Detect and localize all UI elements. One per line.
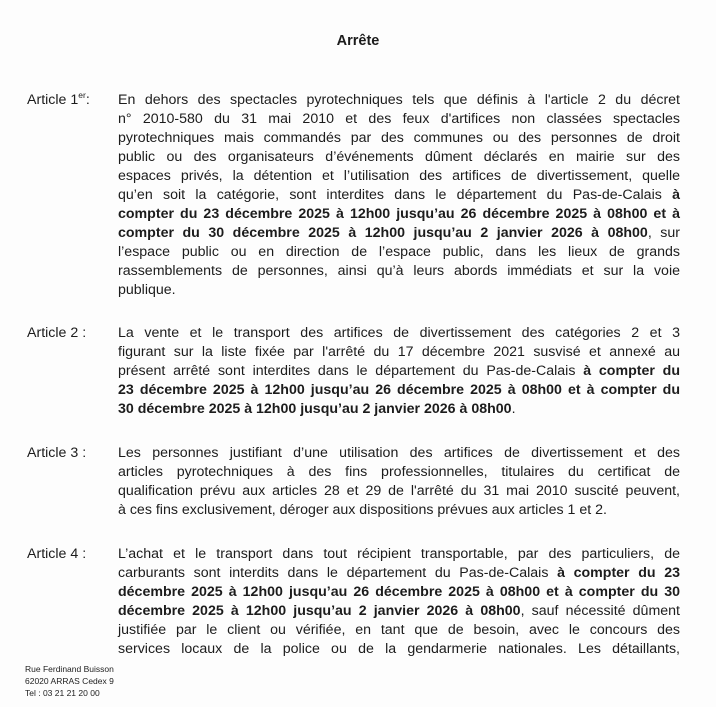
text-segment: . [511,401,516,417]
bold-text-segment: décembre 2025 à 12h00 jusqu’au 26 décembre 2025 à 08h00 et à compter du 30 [118,584,680,600]
text-segment: n° 2010-580 du 31 mai 2010 et des feux d'artifices non classées spectacles [118,111,680,127]
text-line [118,545,680,564]
text-line [118,362,680,381]
text-line [118,324,680,343]
text-line [118,501,680,520]
text-line [118,148,680,167]
bold-text-segment: à compter du 23 [557,565,680,581]
article-label-text: Article 1 [27,92,79,108]
text-segment: La vente et le transport des artifices de divertissement des catégories 2 et 3 [118,325,680,341]
text-line [118,400,680,419]
text-line [118,205,680,224]
text-line [118,444,680,463]
article-label-text: Article 3 : [27,445,87,461]
text-segment: présent arrêté sont interdites dans le département du Pas-de-Calais [118,363,584,379]
text-line [118,224,680,243]
article-label [27,444,86,463]
article-label [27,545,86,564]
text-segment: espaces privés, la détention et l’utilisation des artifices de divertissement, quelle [118,168,680,184]
text-segment: rassemblements de personnes, ainsi qu’à leurs abords immédiats et sur la voie [118,263,680,279]
bold-text-segment: à compter du [583,363,680,379]
footer-street: Rue Ferdinand Buisson [25,664,114,674]
bold-text-segment: 23 décembre 2025 à 12h00 jusqu’au 26 décembre 2025 à 08h00 et à compter du [118,382,680,398]
text-line [118,129,680,148]
bold-text-segment: compter du 30 décembre 2025 à 12h00 jusqu’au 2 janvier 2026 à 08h00 [118,225,648,241]
text-line [118,243,680,262]
bold-text-segment: compter du 23 décembre 2025 à 12h00 jusqu’au 26 décembre 2025 à 08h00 et à [118,206,680,222]
text-segment: , sauf nécessité dûment [520,603,680,619]
article-label-superscript: er [78,90,86,100]
document-title: Arrête [336,33,380,49]
article-body [118,324,680,419]
text-segment: carburants sont interdits dans le département du Pas-de-Calais [118,565,558,581]
article-body [118,91,680,300]
article-label-text: Article 4 : [27,546,87,562]
text-line [118,621,680,640]
bold-text-segment: décembre 2025 à 12h00 jusqu’au 2 janvier 2026 à 08h00 [118,603,521,619]
article-body [118,545,680,659]
text-line [118,110,680,129]
article-label [27,324,86,343]
footer-city: 62020 ARRAS Cedex 9 [25,676,114,686]
text-line [118,343,680,362]
footer-address-block [25,663,114,699]
text-line [118,564,680,583]
article-label-suffix: : [85,92,90,108]
text-line [118,167,680,186]
text-segment: En dehors des spectacles pyrotechniques tels que définis à l'article 2 du décret [118,92,680,108]
text-line [118,186,680,205]
text-segment: qu’en soit la catégorie, sont interdites dans le département du Pas-de-Calais [118,187,673,203]
text-segment: figurant sur la liste fixée par l'arrêté du 17 décembre 2021 susvisé et annexé au [118,344,680,360]
article-label [27,91,90,110]
article-label-text: Article 2 : [27,325,87,341]
text-segment: à ces fins exclusivement, déroger aux dispositions prévues aux articles 1 et 2. [118,502,607,518]
text-segment: publique. [118,282,176,298]
text-segment: qualification prévu aux articles 28 et 29 de l'arrêté du 31 mai 2010 suscité peuvent, [118,483,680,499]
text-segment: , sur [647,225,680,241]
text-segment: services locaux de la police ou de la gendarmerie nationales. Les détaillants, [118,641,680,657]
text-segment: pyrotechniques mais commandés par des communes ou des personnes de droit [118,130,680,146]
text-line [118,91,680,110]
article-body [118,444,680,520]
text-line [118,281,680,300]
text-segment: l’espace public ou en direction de l’espace public, dans les lieux de grands [118,244,680,260]
text-segment: justifiée par le client ou vérifiée, en tant que de besoin, avec le concours des [118,622,680,638]
text-line [118,381,680,400]
footer-phone: Tel : 03 21 21 20 00 [25,688,100,698]
text-line [118,463,680,482]
bold-text-segment: à [672,187,680,203]
text-line [118,482,680,501]
text-line [118,583,680,602]
text-line [118,602,680,621]
text-segment: L’achat et le transport dans tout récipient transportable, par des particuliers, de [118,546,680,562]
bold-text-segment: 30 décembre 2025 à 12h00 jusqu’au 2 janvier 2026 à 08h00 [118,401,512,417]
text-line [118,640,680,659]
text-segment: public ou des organisateurs d’événements dûment déclarés en mairie sur des [118,149,680,165]
text-segment: articles pyrotechniques à des fins professionnelles, titulaires du certificat de [118,464,680,480]
text-segment: Les personnes justifiant d’une utilisation des artifices de divertissement et des [118,445,680,461]
text-line [118,262,680,281]
